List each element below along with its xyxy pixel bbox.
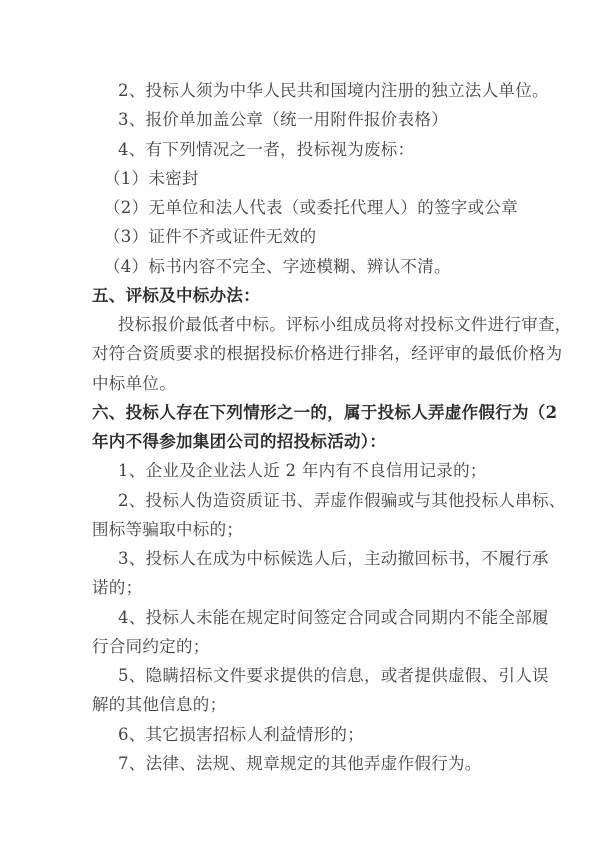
- document-body: [92, 76, 572, 778]
- document-line: （1）未密封: [104, 168, 199, 188]
- document-line: 4、有下列情况之一者，投标视为废标：: [118, 139, 415, 159]
- document-line: （3）证件不齐或证件无效的: [104, 227, 317, 247]
- document-line: 中标单位。: [92, 373, 176, 393]
- document-line: 6、其它损害招标人利益情形的；: [118, 724, 364, 744]
- section-heading: 年内不得参加集团公司的招投标活动）：: [92, 432, 387, 451]
- document-line: 投标报价最低者中标。评标小组成员将对投标文件进行审查，: [118, 315, 572, 334]
- document-line: （2）无单位和法人代表（或委托代理人）的签字或公章: [104, 198, 518, 217]
- document-line: 3、报价单加盖公章（统一用附件报价表格）: [118, 110, 448, 130]
- document-line: 2、投标人须为中华人民共和国境内注册的独立法人单位。: [118, 81, 549, 100]
- document-line: 3、投标人在成为中标候选人后，主动撤回标书，不履行承: [118, 549, 549, 568]
- document-line: 诺的；: [92, 578, 143, 598]
- section-heading: 五、评标及中标办法：: [92, 285, 260, 305]
- document-line: （4）标书内容不完全、字迹模糊、辨认不清。: [104, 256, 451, 276]
- document-line: 7、法律、法规、规章规定的其他弄虚作假行为。: [118, 753, 482, 773]
- section-heading: 六、投标人存在下列情形之一的，属于投标人弄虚作假行为（2: [92, 402, 558, 422]
- document-line: 行合同约定的；: [92, 636, 210, 656]
- document-line: 1、企业及企业法人近 2 年内有不良信用记录的；: [118, 461, 487, 481]
- document-line: 解的其他信息的；: [92, 695, 227, 715]
- document-line: 对符合资质要求的根据投标价格进行排名，经评审的最低价格为: [92, 344, 563, 364]
- document-line: 4、投标人未能在规定时间签定合同或合同期内不能全部履: [118, 607, 549, 627]
- document-line: 围标等骗取中标的；: [92, 519, 244, 539]
- document-line: 5、隐瞒招标文件要求提供的信息，或者提供虚假、引人误: [118, 666, 549, 685]
- document-line: 2、投标人伪造资质证书、弄虚作假骗或与其他投标人串标、: [118, 490, 566, 510]
